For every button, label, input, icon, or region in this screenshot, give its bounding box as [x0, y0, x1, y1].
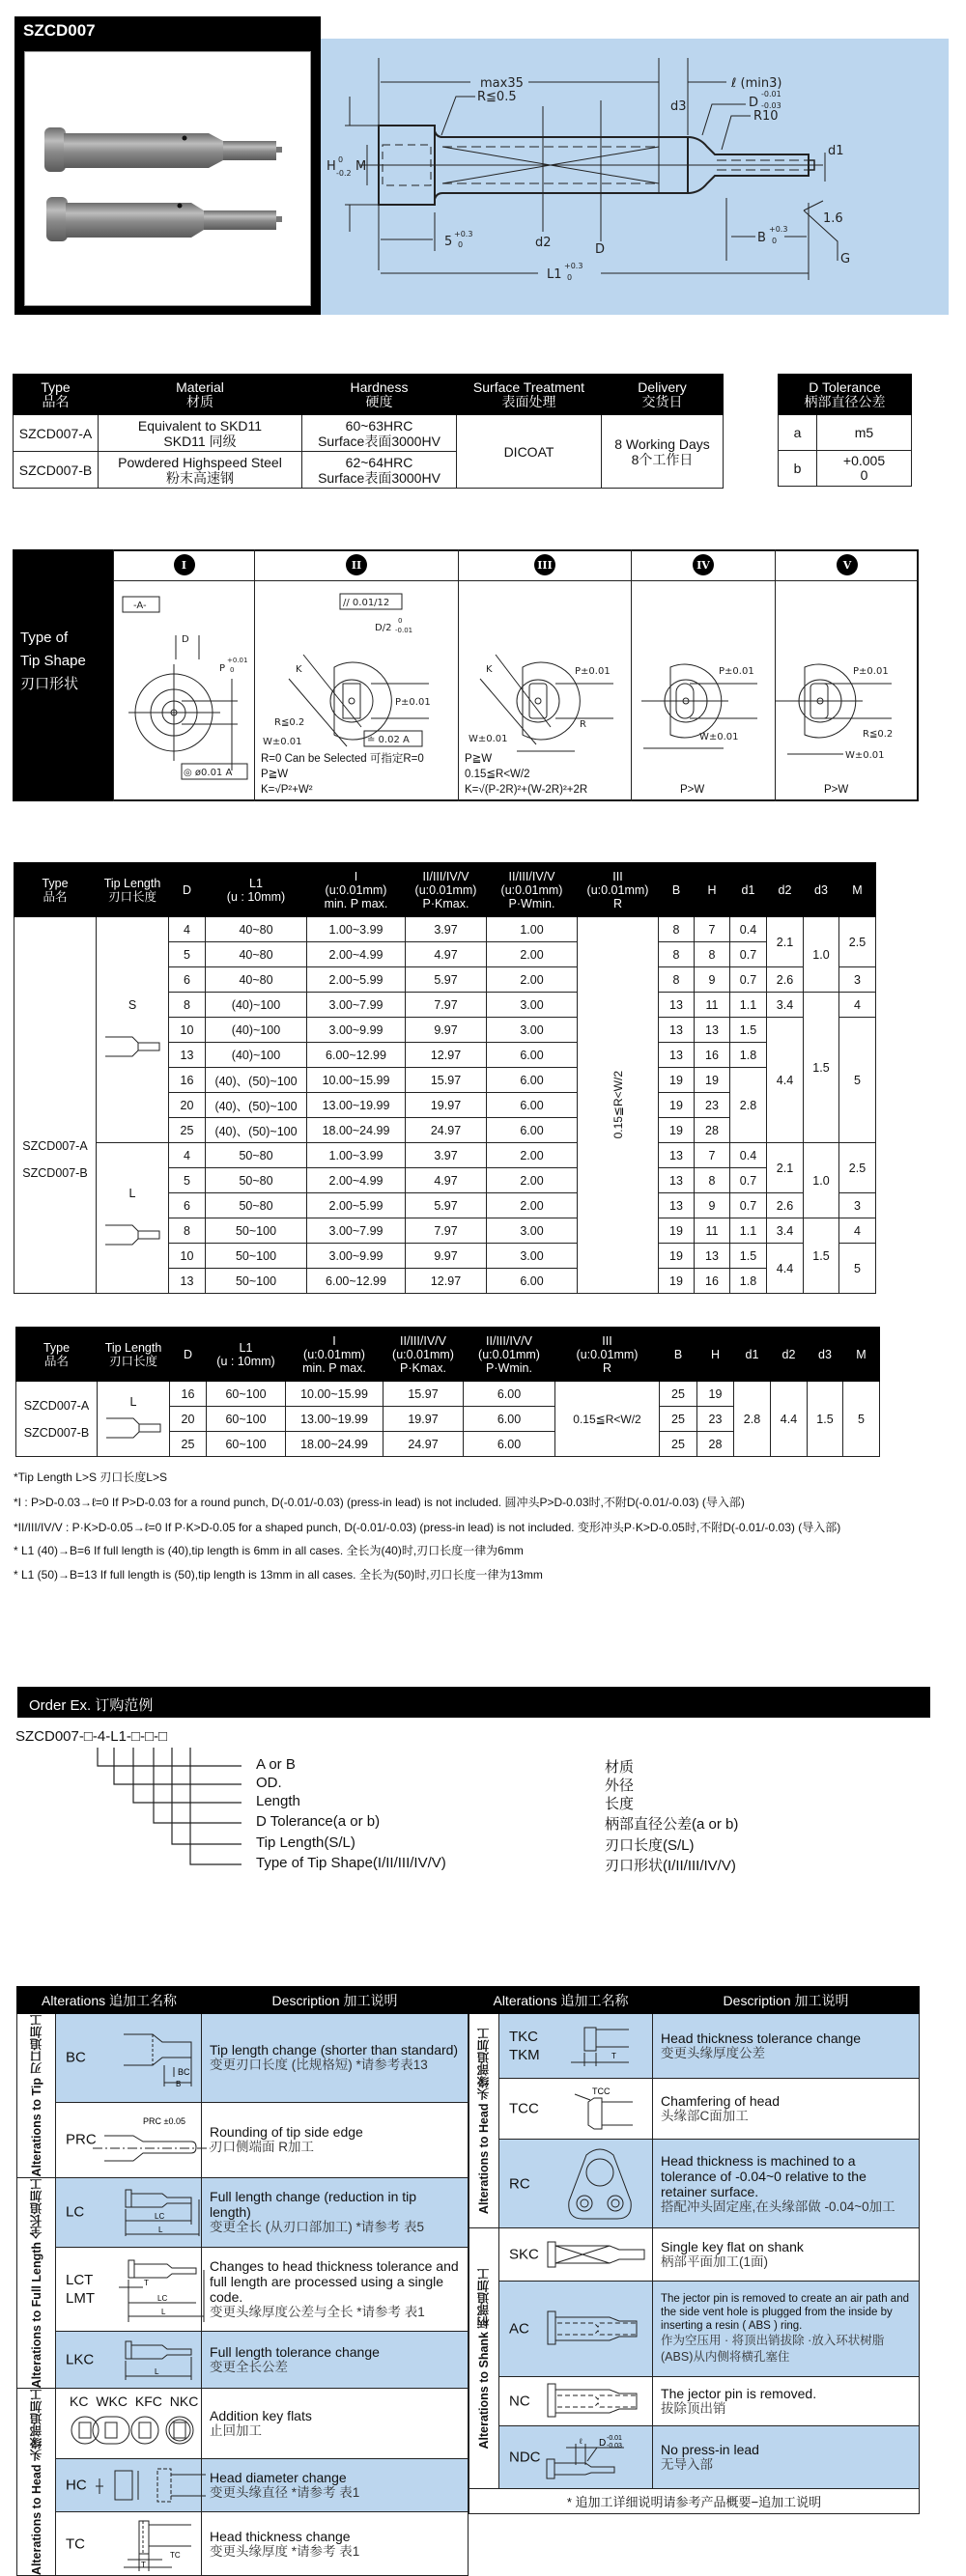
tcc-diagram-icon — [548, 2085, 652, 2133]
alteration-row-lc — [17, 2177, 469, 2247]
col-tip-length: Tip Length 刃口长度 — [98, 1328, 170, 1382]
alteration-row-rc — [469, 2140, 920, 2228]
alteration-code: HC — [56, 2459, 202, 2512]
alteration-code: RC — [499, 2140, 653, 2228]
svg-text:R: R — [580, 719, 586, 730]
alteration-code: PRC PRC ±0.05 — [56, 2102, 202, 2177]
alteration-description: Chamfering of head 头缘部C面加工 — [653, 2079, 920, 2140]
svg-text:K: K — [486, 664, 493, 675]
svg-text:-0.01: -0.01 — [607, 2435, 622, 2442]
shape-V-drawing — [776, 582, 920, 761]
alterations-name-header: Alterations 追加工名称 — [469, 1987, 653, 2014]
svg-text:-0.2: -0.2 — [336, 169, 352, 178]
order-code: SZCD007-□-4-L1-□-□-□ — [15, 1728, 168, 1745]
alteration-description: Head thickness change 变更头缘厚度 *请参考 表1 — [202, 2512, 469, 2576]
svg-text:-0.03: -0.03 — [607, 2443, 622, 2450]
alteration-row-lkc — [17, 2331, 469, 2388]
order-item-label: Type of Tip Shape(I/II/III/IV/V) — [256, 1855, 446, 1871]
table-row: 10 50~100 3.00~9.99 9.97 3.00 19 13 1.5 4.4 5 — [14, 1244, 876, 1269]
col-D: D — [170, 1328, 207, 1382]
svg-text:TC: TC — [170, 2550, 181, 2560]
order-item-cn: 柄部直径公差(a or b) — [605, 1816, 739, 1833]
tip-shape-label: Type of Tip Shape 刃口形状 — [13, 549, 113, 801]
shape-I-drawing — [114, 582, 255, 795]
svg-text:BC: BC — [178, 2067, 190, 2078]
svg-text:T: T — [144, 2278, 149, 2287]
alteration-description: The jector pin is removed to create an air path and the side vent hole is plugged from the inside by inserting a resin ( ABS ) ring. 作为空压用 · 将顶出销拔除 ·放入环状树脂(ABS)从内侧将横孔塞住 — [653, 2282, 920, 2377]
svg-text:-0.03: -0.03 — [761, 101, 781, 110]
numeral-badge: II — [346, 554, 367, 575]
order-item-label: Length — [256, 1793, 300, 1809]
col-d2: d2 — [767, 863, 804, 917]
svg-text:P: P — [219, 663, 226, 674]
col-material: Material 材质 — [99, 375, 302, 415]
alterations-footer-note: * 追加工详细说明请参考产品概要−追加工说明 — [469, 2489, 920, 2514]
alteration-row-skc — [469, 2228, 920, 2282]
hc-diagram-icon — [104, 2465, 201, 2506]
alteration-code: KC WKC KFC NKC — [56, 2388, 202, 2458]
svg-text:TCC: TCC — [592, 2086, 611, 2096]
order-tree-lines — [0, 1748, 251, 1873]
r-formula: 0.15≦R<W/2 — [611, 1071, 625, 1139]
alteration-code: LKC L — [56, 2331, 202, 2388]
col-type: Type 品名 — [14, 863, 97, 917]
dim-r05: R≦0.5 — [477, 90, 517, 104]
product-code-title: SZCD007 — [23, 21, 96, 40]
dim-L1: L1 — [547, 267, 562, 282]
alteration-description: Single key flat on shank 柄部平面加工(1面) — [653, 2228, 920, 2282]
svg-text:R≦0.2: R≦0.2 — [863, 729, 894, 740]
note-shaped-punch: *II/III/IV/V : P·K>D-0.05→ℓ=0 If P·K>D-0.05 for a shaped punch, D(-0.01/-0.03) (press-in lead) is not included. 变形冲头P·K>D-0.05时,不附D(-0.01/-0.03) (导入部) — [14, 1521, 841, 1534]
alteration-description: No press-in lead 无导入部 — [653, 2426, 920, 2489]
order-item-cn: 刃口形状(I/II/III/IV/V) — [605, 1858, 736, 1874]
svg-text:+0.3: +0.3 — [564, 262, 583, 270]
roughness-value: 1.6 — [823, 211, 843, 226]
alteration-category: Alterations to Tip 刃口追加工 — [17, 2014, 56, 2178]
alteration-code: NDC ℓ D -0.01 -0.03 — [499, 2426, 653, 2489]
alteration-category: Alterations to Head 头缘部追加工 — [469, 2014, 499, 2228]
alteration-description: Addition key flats 止回加工 — [202, 2388, 469, 2458]
alteration-row-prc — [17, 2102, 469, 2177]
spec-table-large-d — [15, 1327, 880, 1457]
nc-diagram-icon — [548, 2382, 652, 2421]
table-row: SZCD007-A SZCD007-B L 16 60~100 10.00~15.99 15.97 6.00 0.15≦R<W/2 25 19 2.8 4.4 1.5 5 — [16, 1382, 880, 1407]
svg-text:0: 0 — [567, 273, 573, 282]
alteration-code: TC TC T — [56, 2512, 202, 2576]
order-item-cn: 外径 — [605, 1778, 635, 1794]
alterations-desc-header: Description 加工说明 — [653, 1987, 920, 2014]
svg-text:// 0.01/12: // 0.01/12 — [343, 598, 390, 608]
tip-length-cell: S — [97, 917, 169, 1143]
alteration-row-kc — [17, 2388, 469, 2458]
alteration-code: NC — [499, 2377, 653, 2426]
svg-text:LC: LC — [155, 2212, 165, 2222]
type-cell: SZCD007-A SZCD007-B — [14, 917, 97, 1294]
svg-text:D: D — [599, 2438, 607, 2449]
surface-treatment: DICOAT — [457, 415, 602, 489]
table-row: 5 50~80 2.00~4.99 4.97 2.00 13 8 0.7 — [14, 1168, 876, 1193]
lct-diagram-icon — [104, 2254, 201, 2324]
table-row: 20 60~100 13.00~19.99 19.97 6.00 25 23 — [16, 1407, 880, 1432]
table-row: 6 50~80 2.00~5.99 5.97 2.00 13 9 0.7 2.6 3 — [14, 1193, 876, 1218]
alteration-description: Rounding of tip side edge 刃口侧端面 R加工 — [202, 2102, 469, 2177]
tip-length-cell: L — [97, 1143, 169, 1294]
alteration-row-hc — [17, 2459, 469, 2512]
alterations-name-header: Alterations 追加工名称 — [17, 1987, 202, 2014]
svg-text:T: T — [611, 2052, 616, 2060]
svg-text:0: 0 — [338, 155, 344, 164]
d-tolerance-table: D Tolerance 柄部直径公差 a m5 b +0.005 0 — [778, 374, 912, 487]
tip-length-icon — [104, 1416, 162, 1440]
tip-shape-II: II // 0.01/12 D/2 0 -0.01 K P±0.01 R≦0.2 ≐ 0.02 A W±0.01 R=0 Can be Selected 可指定R=0 P≧W K=√P²+W² — [254, 549, 458, 801]
svg-text:W±0.01: W±0.01 — [469, 734, 508, 744]
numeral-badge: I — [174, 554, 195, 575]
col-H: H — [697, 1328, 734, 1382]
punch-2 — [46, 197, 282, 241]
svg-text:+0.3: +0.3 — [769, 225, 788, 234]
svg-text:W±0.01: W±0.01 — [263, 737, 302, 747]
ac-diagram-icon — [548, 2310, 652, 2348]
dim-5: 5 — [444, 235, 453, 249]
tkc-diagram-icon — [548, 2022, 652, 2070]
svg-text:K: K — [296, 664, 302, 675]
svg-text:L: L — [158, 2226, 163, 2235]
table-row: 6 40~80 2.00~5.99 5.97 2.00 8 9 0.7 2.6 3 — [14, 967, 876, 993]
svg-text:D/2: D/2 — [375, 623, 392, 633]
alterations-table-left — [16, 1986, 469, 2576]
alteration-category: Alterations to Shank 柄部追加工 — [469, 2228, 499, 2489]
spec-table — [14, 862, 876, 1294]
col-d3: d3 — [808, 1328, 843, 1382]
col-delivery: Delivery 交货日 — [602, 375, 724, 415]
col-R: III (u:0.01mm) R — [578, 863, 659, 917]
table-row: 13 50~100 6.00~12.99 12.97 6.00 19 16 1.8 — [14, 1269, 876, 1294]
svg-text:+0.3: +0.3 — [454, 230, 473, 238]
shape-IV-drawing — [632, 582, 776, 746]
col-d1: d1 — [730, 863, 767, 917]
ndc-diagram-icon — [548, 2432, 652, 2482]
roughness-G: G — [840, 252, 851, 266]
alteration-description: Head thickness tolerance change 变更头缘厚度公差 — [653, 2014, 920, 2079]
svg-text:W±0.01: W±0.01 — [845, 750, 885, 761]
tip-length-icon — [103, 1223, 161, 1246]
alteration-code: SKC — [499, 2228, 653, 2282]
col-type: Type 品名 — [14, 375, 99, 415]
tip-shape-IV: IV P±0.01 W±0.01 P>W — [631, 549, 775, 801]
alteration-row-tcc — [469, 2079, 920, 2140]
alterations-desc-header: Description 加工说明 — [202, 1987, 469, 2014]
dim-d1: d1 — [828, 144, 844, 158]
table-row: 13 (40)~100 6.00~12.99 12.97 6.00 13 16 1.8 — [14, 1043, 876, 1068]
alteration-category: Alterations to Head 头缘部追加工 — [17, 2388, 56, 2575]
col-R: III (u:0.01mm) R — [555, 1328, 660, 1382]
punch-dimension-drawing — [321, 39, 949, 315]
r-formula: 0.15≦R<W/2 — [573, 1412, 641, 1426]
numeral-badge: V — [837, 554, 858, 575]
bc-diagram-icon — [104, 2029, 201, 2089]
svg-text:0: 0 — [398, 617, 403, 625]
alterations-table-right — [469, 1986, 920, 2514]
skc-diagram-icon — [548, 2240, 652, 2269]
tip-shape-III: III K P±0.01 R W±0.01 P≧W 0.15≦R<W/2 K=√(P-2R)²+(W-2R)²+2R — [458, 549, 631, 801]
note-l1-40: * L1 (40)→B=6 If full length is (40),tip length is 6mm in all cases. 全长为(40)时,刃口长度一律为6mm — [14, 1544, 524, 1557]
alteration-code: TCC TCC — [499, 2079, 653, 2140]
table-row: SZCD007-B Powdered Highspeed Steel 粉末高速钢 62~64HRC Surface表面3000HV — [14, 452, 724, 489]
svg-text:B: B — [176, 2080, 182, 2089]
svg-text:-0.01: -0.01 — [395, 627, 413, 634]
svg-text:P±0.01: P±0.01 — [575, 666, 611, 677]
note-round-punch: *I : P>D-0.03→ℓ=0 If P>D-0.03 for a round punch, D(-0.01/-0.03) (press-in lead) is not included. 圆冲头P>D-0.03时,不附D(-0.01/-0.03) (导入部) — [14, 1496, 745, 1509]
product-photo — [24, 51, 311, 306]
order-item-label: OD. — [256, 1775, 282, 1791]
col-W: II/III/IV/V (u:0.01mm) P·Wmin. — [464, 1328, 555, 1382]
col-d3: d3 — [804, 863, 839, 917]
alteration-row-ndc — [469, 2426, 920, 2489]
tip-shape-V: V P±0.01 R≦0.2 W±0.01 P>W — [775, 549, 919, 801]
alteration-code: BC BC B — [56, 2014, 202, 2103]
svg-text:W±0.01: W±0.01 — [699, 732, 739, 742]
svg-text:R≦0.2: R≦0.2 — [274, 717, 305, 728]
technical-drawing — [321, 39, 949, 315]
col-type: Type 品名 — [16, 1328, 98, 1382]
numeral-badge: IV — [693, 554, 714, 575]
table-row: a m5 — [779, 415, 912, 451]
dim-M: M — [355, 159, 367, 174]
col-d1: d1 — [734, 1328, 771, 1382]
order-item-label: Tip Length(S/L) — [256, 1834, 355, 1851]
punch-1 — [44, 127, 282, 172]
svg-text:D: D — [182, 634, 189, 645]
col-B: B — [659, 863, 695, 917]
alteration-description: Full length tolerance change 变更全长公差 — [202, 2331, 469, 2388]
svg-text:ℓ: ℓ — [580, 2437, 582, 2446]
dim-l-min: ℓ (min3) — [731, 76, 782, 91]
material-table — [13, 374, 724, 489]
alteration-description: Head diameter change 变更头缘直径 *请参考 表1 — [202, 2459, 469, 2512]
type-cell: SZCD007-A SZCD007-B — [16, 1382, 98, 1457]
col-L1: L1 (u : 10mm) — [207, 1328, 286, 1382]
dim-H: H — [327, 159, 336, 174]
col-I: I (u:0.01mm) min. P max. — [286, 1328, 384, 1382]
svg-text:◎ ø0.01 A: ◎ ø0.01 A — [184, 768, 233, 778]
lc-diagram-icon — [104, 2186, 201, 2238]
table-row: SZCD007-A SZCD007-B S 4 40~80 1.00~3.99 3.97 1.00 0.15≦R<W/2 8 7 0.4 2.1 1.0 2.5 — [14, 917, 876, 942]
svg-text:T: T — [141, 2560, 146, 2569]
svg-text:-0.01: -0.01 — [761, 90, 781, 98]
dim-D: D — [595, 242, 606, 257]
alteration-row-bc — [17, 2014, 469, 2103]
alteration-row-lct — [17, 2247, 469, 2331]
tc-diagram-icon — [104, 2517, 201, 2571]
table-row: 10 (40)~100 3.00~9.99 9.97 3.00 13 13 1.5 4.4 5 — [14, 1018, 876, 1043]
shape-III-drawing — [459, 582, 632, 746]
col-hardness: Hardness 硬度 — [302, 375, 457, 415]
note-l1-50: * L1 (50)→B=13 If full length is (50),tip length is 13mm in all cases. 全长为(50)时,刃口长度一律为13mm — [14, 1568, 543, 1582]
col-tip-length: Tip Length 刃口长度 — [97, 863, 169, 917]
col-W: II/III/IV/V (u:0.01mm) P·Wmin. — [487, 863, 578, 917]
svg-text:LC: LC — [157, 2293, 168, 2303]
dim-B: B — [757, 231, 766, 245]
numeral-badge: III — [534, 554, 555, 575]
dim-max35: max35 — [480, 76, 524, 91]
lkc-diagram-icon — [104, 2338, 201, 2382]
col-I: I (u:0.01mm) min. P max. — [307, 863, 406, 917]
alteration-category: Alterations to Full Length 全长追加工 — [17, 2177, 56, 2388]
tip-shape-I — [113, 549, 254, 801]
alteration-code: TKC TKM T — [499, 2014, 653, 2079]
alteration-code: LC LC L — [56, 2177, 202, 2247]
rc-diagram-icon — [548, 2143, 652, 2225]
alteration-row-ac — [469, 2282, 920, 2377]
tip-length-cell: L — [98, 1382, 170, 1457]
svg-text:0: 0 — [772, 237, 778, 245]
table-row: b +0.005 0 — [779, 451, 912, 487]
svg-text:+0.01: +0.01 — [227, 657, 248, 664]
col-B: B — [660, 1328, 697, 1382]
alteration-description: Changes to head thickness tolerance and full length are processed using a single code. 变更头缘厚度公差与全长 *请参考 表1 — [202, 2247, 469, 2331]
dim-D-tol: D — [749, 96, 759, 110]
dim-r10: R10 — [753, 109, 779, 124]
order-item-label: D Tolerance(a or b) — [256, 1813, 381, 1830]
dim-d2: d2 — [535, 236, 552, 250]
prc-diagram-icon — [104, 2113, 201, 2167]
note-tip-length: *Tip Length L>S 刃口长度L>S — [14, 1470, 167, 1484]
svg-text:-A-: -A- — [133, 601, 147, 611]
alteration-row-tkc — [469, 2014, 920, 2079]
alteration-description: The jector pin is removed. 拔除顶出销 — [653, 2377, 920, 2426]
alteration-row-tc — [17, 2512, 469, 2576]
punch-photo-illustration — [25, 52, 312, 307]
svg-text:≐ 0.02 A: ≐ 0.02 A — [367, 735, 410, 745]
order-example-header: Order Ex. 订购范例 — [17, 1687, 930, 1718]
table-row: 25 60~100 18.00~24.99 24.97 6.00 25 28 — [16, 1432, 880, 1457]
svg-text:0: 0 — [458, 240, 464, 249]
table-row: 25 (40)、(50)~100 18.00~24.99 24.97 6.00 19 28 — [14, 1118, 876, 1143]
table-row: L 4 50~80 1.00~3.99 3.97 2.00 13 7 0.4 2.1 1.0 2.5 — [14, 1143, 876, 1168]
dim-d3: d3 — [670, 99, 687, 114]
svg-text:L: L — [161, 2307, 166, 2316]
table-row: 8 50~100 3.00~7.99 7.97 3.00 19 11 1.1 3.4 1.5 4 — [14, 1218, 876, 1244]
svg-text:L: L — [155, 2366, 159, 2376]
col-K: II/III/IV/V (u:0.01mm) P·Kmax. — [406, 863, 487, 917]
alteration-description: Full length change (reduction in tip length) 变更全长 (从刃口部加工) *请参考 表5 — [202, 2177, 469, 2247]
alteration-code: LCT LMT T LC L — [56, 2247, 202, 2331]
col-M: M — [839, 863, 876, 917]
table-row: 8 (40)~100 3.00~7.99 7.97 3.00 13 11 1.1 3.4 1.5 4 — [14, 993, 876, 1018]
svg-text:P±0.01: P±0.01 — [395, 697, 431, 708]
order-item-cn: 长度 — [605, 1796, 635, 1812]
alteration-description: Tip length change (shorter than standard) 变更刃口长度 (比规格短) *请参考表13 — [202, 2014, 469, 2103]
tip-length-icon — [103, 1035, 161, 1058]
shape-II-drawing — [255, 582, 459, 746]
col-D: D — [169, 863, 206, 917]
alteration-description: Head thickness is machined to a tolerance of -0.04~0 relative to the retainer surface. 搭配冲头固定座,在头缘部做 -0.04~0加工 — [653, 2140, 920, 2228]
svg-text:P±0.01: P±0.01 — [853, 666, 889, 677]
order-item-cn: 材质 — [605, 1759, 635, 1776]
svg-text:P±0.01: P±0.01 — [719, 666, 754, 677]
table-row: SZCD007-A Equivalent to SKD11 SKD11 同级 60~63HRC Surface表面3000HV DICOAT 8 Working Days 8个工作日 — [14, 415, 724, 452]
order-item-cn: 刃口长度(S/L) — [605, 1837, 695, 1854]
alteration-row-nc — [469, 2377, 920, 2426]
delivery: 8 Working Days 8个工作日 — [602, 415, 724, 489]
col-surface: Surface Treatment 表面处理 — [457, 375, 602, 415]
alteration-code: AC — [499, 2282, 653, 2377]
col-H: H — [695, 863, 730, 917]
col-d2: d2 — [771, 1328, 808, 1382]
table-row: 5 40~80 2.00~4.99 4.97 2.00 8 8 0.7 — [14, 942, 876, 967]
col-M: M — [843, 1328, 880, 1382]
col-K: II/III/IV/V (u:0.01mm) P·Kmax. — [384, 1328, 464, 1382]
col-L1: L1 (u : 10mm) — [206, 863, 307, 917]
table-row: 16 (40)、(50)~100 10.00~15.99 15.97 6.00 19 19 2.8 — [14, 1068, 876, 1093]
order-item-label: A or B — [256, 1756, 296, 1773]
svg-text:PRC ±0.05: PRC ±0.05 — [143, 2116, 185, 2127]
svg-text:0: 0 — [230, 666, 235, 674]
table-row: 20 (40)、(50)~100 13.00~19.99 19.97 6.00 19 23 — [14, 1093, 876, 1118]
